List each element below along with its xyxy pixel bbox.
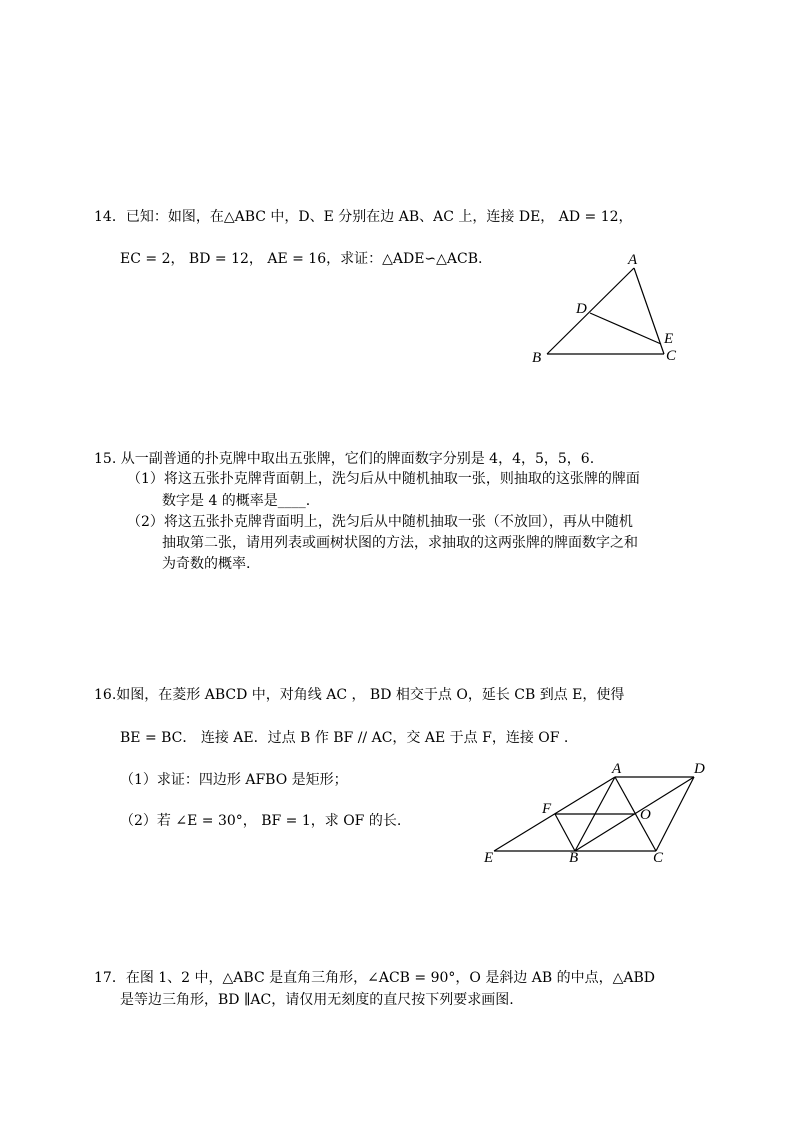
q14-triangle-figure	[528, 248, 688, 366]
q16-label-o: O	[640, 807, 651, 823]
q14-label-b: B	[532, 350, 542, 366]
q16-label-b: B	[569, 850, 579, 866]
q17-line1: 17．在图 1、2 中，△ABC 是直角三角形，∠ACB = 90°，O 是斜边 AB 的中点，△ABD	[94, 970, 656, 986]
q16-label-d: D	[694, 761, 705, 777]
q16-label-e: E	[484, 850, 494, 866]
q16-rhombus-figure	[480, 758, 710, 868]
q16-label-a: A	[612, 761, 622, 777]
q16-label-f: F	[542, 801, 552, 817]
q14-line1: 14．已知：如图，在△ABC 中，D、E 分别在边 AB、AC 上，连接 DE， AD = 12，	[94, 209, 633, 225]
q15-line1: 15. 从一副普通的扑克牌中取出五张牌，它们的牌面数字分别是 4，4，5，5，6.	[94, 451, 595, 467]
q14-label-c: C	[666, 348, 677, 364]
q15-line4: （2）将这五张扑克牌背面明上，洗匀后从中随机抽取一张（不放回），再从中随机	[127, 514, 633, 530]
q16-label-c: C	[653, 850, 664, 866]
q15-line2: （1）将这五张扑克牌背面朝上，洗匀后从中随机抽取一张，则抽取的这张牌的牌面	[127, 471, 640, 487]
q15-line6: 为奇数的概率.	[162, 556, 251, 572]
q14-label-a: A	[628, 252, 638, 268]
q16-line4: （2）若 ∠E = 30°， BF = 1，求 OF 的长.	[120, 813, 402, 829]
q14-label-d: D	[576, 301, 587, 317]
q15-line3: 数字是 4 的概率是____.	[162, 493, 311, 509]
q15-line5: 抽取第二张，请用列表或画树状图的方法，求抽取的这两张牌的牌面数字之和	[162, 535, 638, 551]
q16-line2: BE = BC． 连接 AE．过点 B 作 BF // AC，交 AE 于点 F，连接 OF .	[120, 730, 569, 746]
q14-line2: EC = 2， BD = 12， AE = 16，求证：△ADE∽△ACB.	[120, 251, 483, 267]
q17-line2: 是等边三角形，BD ∥AC，请仅用无刻度的直尺按下列要求画图.	[120, 992, 514, 1008]
q16-line3: （1）求证：四边形 AFBO 是矩形；	[120, 772, 348, 788]
q16-line1: 16.如图，在菱形 ABCD 中，对角线 AC ， BD 相交于点 O，延长 CB 到点 E，使得	[94, 687, 625, 703]
q14-label-e: E	[664, 331, 674, 347]
